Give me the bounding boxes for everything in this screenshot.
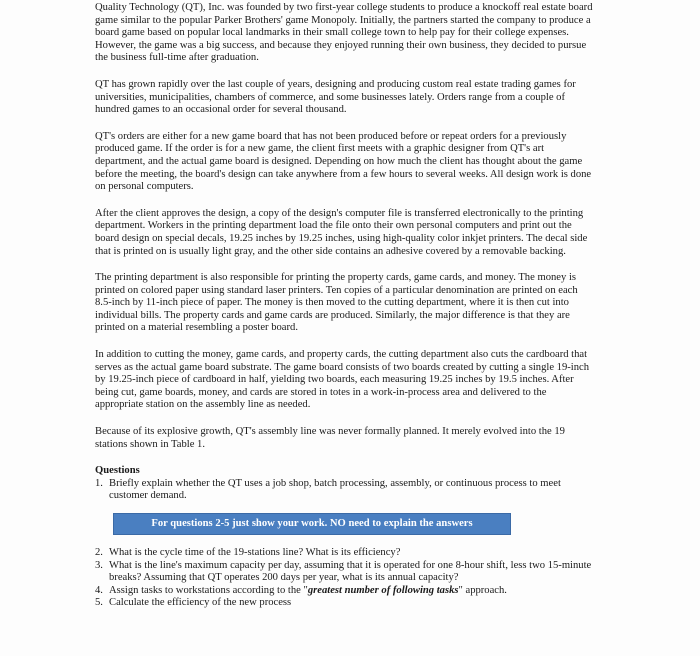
paragraph-printing-dept: The printing department is also responsible for printing the property cards, game cards, and money. The money is printed on colored paper using standard laser printers. Ten copies of a particular denomination are printed on each 8.5-inch by 11-inch piece of paper. The money is then moved to the cutting department, where it is then cut into individual bills. The property cards and game cards are produced. Similarly, the major difference is that they are printed on a material resembling a poster board. <box>95 272 578 334</box>
question-text-before: Assign tasks to workstations according to the " <box>109 584 308 596</box>
question-text: What is the cycle time of the 19-stations line? What is its efficiency? <box>109 547 401 558</box>
question-text-after: " approach. <box>458 584 507 596</box>
paragraph-orders: QT's orders are either for a new game board that has not been produced before or repeat orders for a previously produced game. If the order is for a new game, the client first meets with a graphic designer from QT's art department, and the actual game board is designed. Depending on how much the client has thought about the game before the meeting, the board's design can take anywhere from a few hours to several weeks. All design work is done on personal computers. <box>95 130 592 193</box>
paragraph-printing: After the client approves the design, a copy of the design's computer file is transferred electronically to the printing department. Workers in the printing department load the file onto their own personal computers and print out the board design on special decals, 19.25 inches by 19.25 inches, using high-quality color inkjet printers. The decal side that is printed on is usually light gray, and the other side contains an adhesive covered by a removable backing. <box>95 207 588 257</box>
emphasized-phrase: greatest number of following tasks <box>307 584 459 596</box>
document-body <box>95 2 595 610</box>
question-text <box>109 585 595 598</box>
question-number: 1. <box>95 477 103 489</box>
questions-heading: Questions <box>95 465 140 477</box>
paragraph-growth: QT has grown rapidly over the last couple of years, designing and producing custom real estate trading games for universities, municipalities, chambers of commerce, and some businesses lately. Orders range from a couple of hundred games to an occasional order for several thousand. <box>95 78 576 116</box>
question-1 <box>95 478 595 503</box>
question-text: Briefly explain whether the QT uses a job shop, batch processing, assembly, or continuous process to meet customer demand. <box>109 477 561 502</box>
paragraph-intro: Quality Technology (QT), Inc. was founded by two first-year college students to produce a knockoff real estate board game similar to the popular Parker Brothers' game Monopoly. Initially, the partners started the company to produce a board game based on popular local landmarks in their small college town to help pay for their college expenses. However, the game was a big success, and because they enjoyed running their own business, they decided to pursue the business full-time after graduation. <box>95 2 593 64</box>
question-number: 5. <box>95 597 103 609</box>
question-2 <box>95 547 595 560</box>
question-5 <box>95 597 595 610</box>
question-4 <box>95 585 595 598</box>
instructions-banner: For questions 2-5 just show your work. NO need to explain the answers <box>113 513 511 535</box>
question-text: Calculate the efficiency of the new process <box>109 597 292 609</box>
question-number: 4. <box>95 584 103 596</box>
question-number: 3. <box>95 559 103 571</box>
question-text: What is the line's maximum capacity per day, assuming that it is operated for one 8-hour shift, less two 15-minute breaks? Assuming that QT operates 200 days per year, what is its annual capacity? <box>109 559 592 584</box>
question-number: 2. <box>95 547 103 558</box>
question-3 <box>95 560 595 585</box>
paragraph-assembly-line: Because of its explosive growth, QT's assembly line was never formally planned. It merely evolved into the 19 stations shown in Table 1. <box>95 426 565 450</box>
paragraph-cutting: In addition to cutting the money, game cards, and property cards, the cutting department also cuts the cardboard that serves as the actual game board substrate. The game board consists of two boards created by cutting a single 19-inch by 19.25-inch piece of cardboard in half, yielding two boards, each measuring 19.25 inches by 19.5 inches. After being cut, game boards, money, and cards are stored in totes in a work-in-process area and delivered to the appropriate station on the assembly line as needed. <box>95 349 590 411</box>
